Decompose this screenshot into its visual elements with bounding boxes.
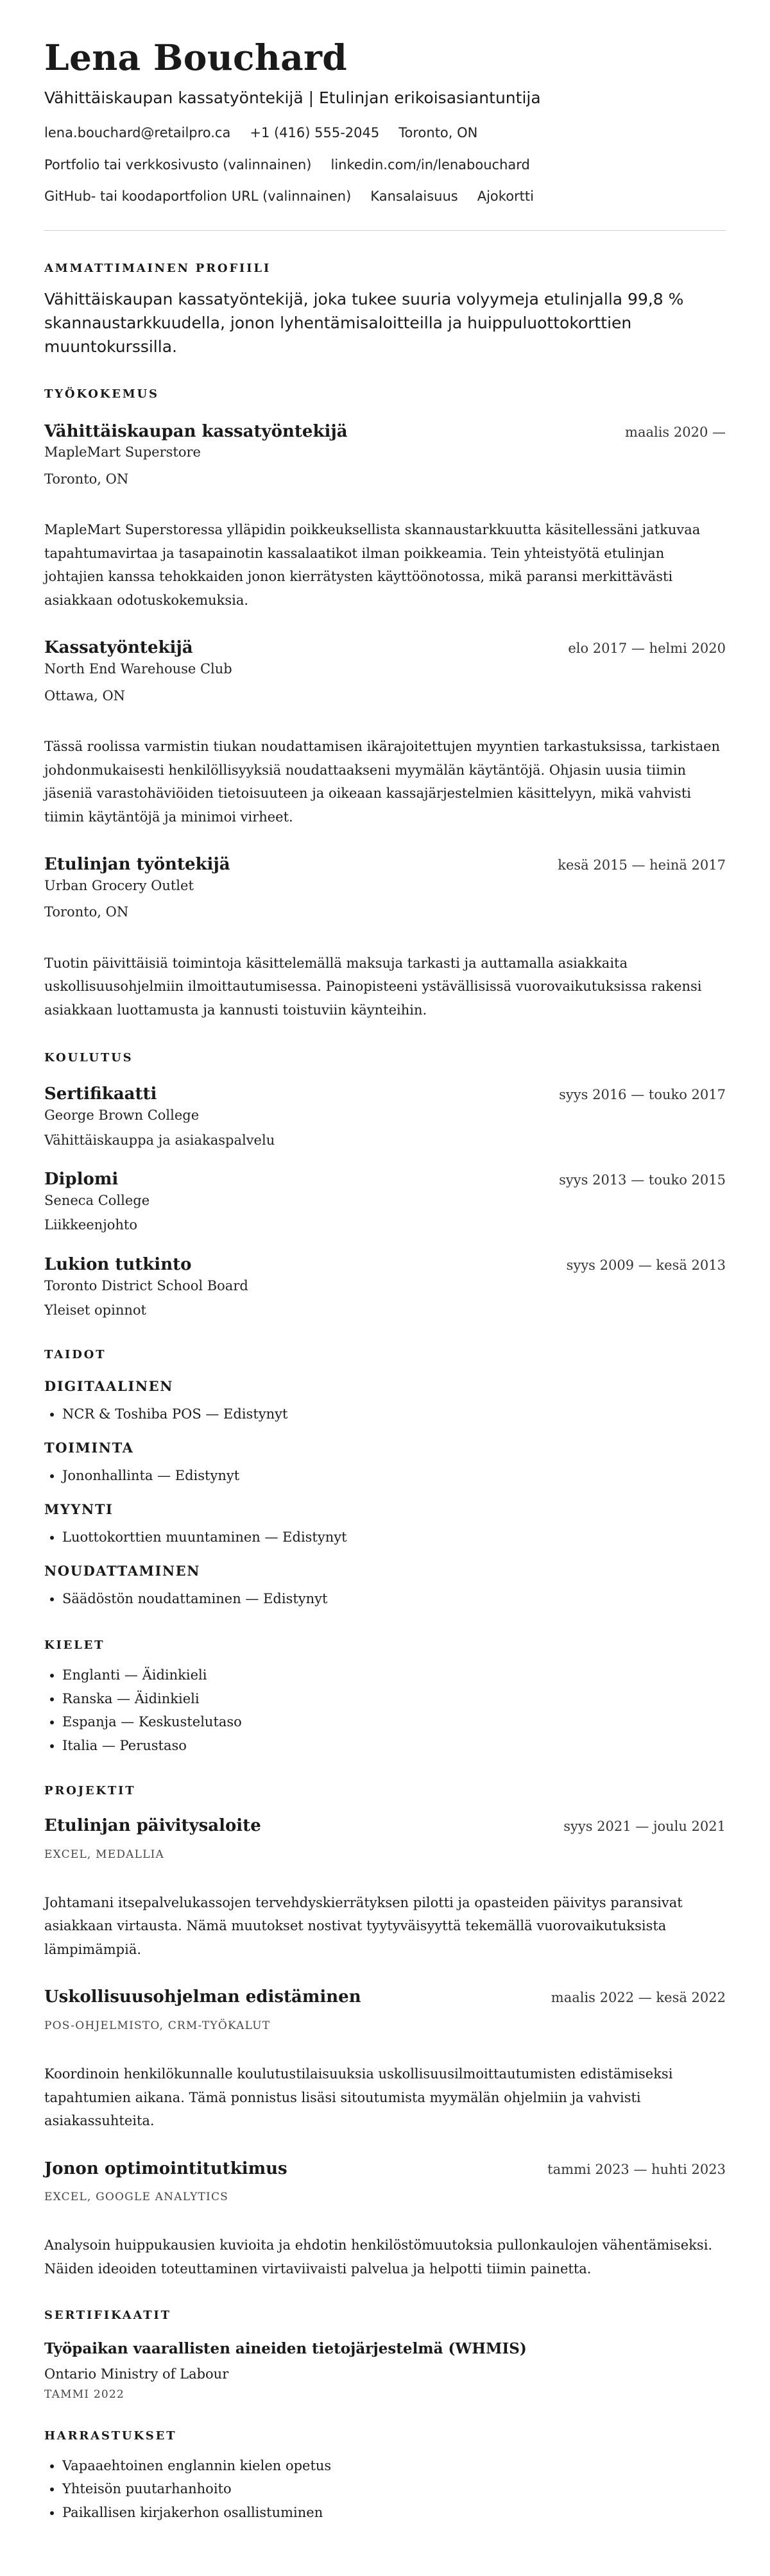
- experience-heading: TYÖKOKEMUS: [44, 387, 159, 401]
- certification-name: Työpaikan vaarallisten aineiden tietojärjestelmä (WHMIS): [44, 2340, 527, 2358]
- experience-entry: [44, 854, 726, 1022]
- school: George Brown College: [44, 1107, 200, 1124]
- school: Seneca College: [44, 1192, 150, 1208]
- projects-section: [44, 1784, 726, 2280]
- degree: Lukion tutkinto: [44, 1254, 192, 1274]
- project-dates: maalis 2022 — kesä 2022: [551, 1990, 726, 2006]
- experience-entry: [44, 637, 726, 829]
- certification-issuer: Ontario Ministry of Labour: [44, 2366, 229, 2382]
- skills-heading: TAIDOT: [44, 1348, 107, 1362]
- job-location: Toronto, ON: [44, 471, 129, 487]
- field-of-study: Vähittäiskauppa ja asiakaspalvelu: [44, 1132, 275, 1148]
- hobby-item: • Vapaaehtoinen englannin kielen opetus: [62, 2454, 726, 2478]
- job-dates: maalis 2020 —: [625, 424, 726, 440]
- education-entry: [44, 1169, 726, 1235]
- language-item: • Espanja — Keskustelutaso: [62, 1710, 726, 1734]
- job-title: Kassatyöntekijä: [44, 638, 193, 658]
- job-location: Ottawa, ON: [44, 687, 126, 703]
- experience-section: [44, 387, 726, 1022]
- project-technologies: EXCEL, GOOGLE ANALYTICS: [44, 2191, 229, 2204]
- project-technologies: EXCEL, MEDALLIA: [44, 1848, 165, 1862]
- location: Toronto, ON: [398, 125, 478, 141]
- project-entry: [44, 1987, 726, 2132]
- experience-entry: [44, 421, 726, 612]
- language-item: • Ranska — Äidinkieli: [62, 1687, 726, 1711]
- job-dates: elo 2017 — helmi 2020: [568, 641, 726, 657]
- certifications-section: [44, 2309, 726, 2401]
- project-dates: syys 2021 — joulu 2021: [563, 1819, 726, 1835]
- skill-group-title: DIGITAALINEN: [44, 1378, 174, 1395]
- language-item: • Italia — Perustaso: [62, 1734, 726, 1758]
- contact-row-3: [44, 187, 726, 206]
- education-section: [44, 1051, 726, 1320]
- skill-group-title: MYYNTI: [44, 1501, 114, 1518]
- project-entry: [44, 2159, 726, 2281]
- project-name: Etulinjan päivitysaloite: [44, 1816, 261, 1836]
- school: Toronto District School Board: [44, 1277, 248, 1293]
- skill-group: [44, 1438, 726, 1487]
- job-dates: kesä 2015 — heinä 2017: [558, 857, 726, 873]
- contact-row-1: [44, 124, 726, 142]
- github-link[interactable]: GitHub- tai koodaportfolion URL (valinnainen): [44, 189, 352, 205]
- employer: North End Warehouse Club: [44, 661, 232, 677]
- project-dates: tammi 2023 — huhti 2023: [547, 2161, 726, 2177]
- hobbies-heading: HARRASTUKSET: [44, 2429, 177, 2443]
- skill-group: [44, 1562, 726, 1610]
- email-link[interactable]: lena.bouchard@retailpro.ca: [44, 125, 231, 141]
- drivers-license: Ajokortti: [477, 189, 534, 205]
- skill-group: [44, 1500, 726, 1549]
- education-heading: KOULUTUS: [44, 1051, 133, 1065]
- job-description: MapleMart Superstoressa ylläpidin poikkeuksellista skannaustarkkuutta käsitellessäni jatkuvaa tapahtumavirtaa ja tasapainotin kassalaatikot ilman poikkeamia. Tein yhteistyötä etulinjan johtajien kanssa tehokkaiden jonon kierrätysten käyttöönotossa, mikä paransi merkittävästi asiakkaan odotuskokemuksia.: [44, 522, 701, 608]
- employer: Urban Grocery Outlet: [44, 877, 194, 893]
- project-technologies: POS-OHJELMISTO, CRM-TYÖKALUT: [44, 2019, 271, 2033]
- profile-text: Vähittäiskaupan kassatyöntekijä, joka tukee suuria volyymeja etulinjalla 99,8 % skannaustarkkuudella, jonon lyhentämisaloitteilla ja huippuluottokorttien muuntokurssilla.: [44, 290, 684, 356]
- languages-section: [44, 1638, 726, 1757]
- education-dates: syys 2009 — kesä 2013: [566, 1257, 726, 1273]
- project-entry: [44, 1815, 726, 1961]
- skill-group-title: TOIMINTA: [44, 1440, 134, 1456]
- headline: Vähittäiskaupan kassatyöntekijä | Etulinjan erikoisasiantuntija: [44, 88, 541, 108]
- skill-item: • Luottokorttien muuntaminen — Edistynyt: [62, 1526, 726, 1549]
- skills-section: [44, 1348, 726, 1610]
- job-title: Vähittäiskaupan kassatyöntekijä: [44, 421, 348, 441]
- candidate-name: Lena Bouchard: [44, 37, 348, 78]
- degree: Sertifikaatti: [44, 1084, 157, 1104]
- education-entry: [44, 1254, 726, 1320]
- job-description: Tuotin päivittäisiä toimintoja käsittelemällä maksuja tarkasti ja auttamalla asiakkaita uskollisuusohjelmiin ilmoittautumisessa. Painopisteeni ystävällisissä vuorovaikutuksissa rakensi asiakkaan luottamusta ja kannusti toistuviin käynteihin.: [44, 955, 702, 1018]
- degree: Diplomi: [44, 1170, 119, 1190]
- project-description: Koordinoin henkilökunnalle koulutustilaisuuksia uskollisuusilmoittautumisten edistämiseksi tapahtumien aikana. Tämä ponnistus lisäsi sitoutumista myymälän ohjelmiin ja vahvisti asiakassuhteita.: [44, 2066, 673, 2129]
- skill-item: • Jononhallinta — Edistynyt: [62, 1464, 726, 1488]
- phone-number[interactable]: +1 (416) 555-2045: [250, 125, 380, 141]
- citizenship: Kansalaisuus: [370, 189, 458, 205]
- certification-date: TAMMI 2022: [44, 2387, 124, 2401]
- hobby-item: • Yhteisön puutarhanhoito: [62, 2477, 726, 2501]
- language-item: • Englanti — Äidinkieli: [62, 1663, 726, 1687]
- hobby-item: • Paikallisen kirjakerhon osallistuminen: [62, 2501, 726, 2525]
- languages-heading: KIELET: [44, 1638, 105, 1653]
- job-description: Tässä roolissa varmistin tiukan noudattamisen ikärajoitettujen myyntien tarkastuksissa, tarkistaen johdonmukaisesti henkilöllisyyksiä noudattaakseni myymälän käytäntöjä. Ohjasin uusia tiimin jäseniä varastohäviöiden tietoisuuteen ja oikeaan kassajärjestelmien käsittelyyn, mikä vahvisti tiimin käytäntöjä ja minimoi virheet.: [44, 739, 721, 825]
- contact-row-2: [44, 156, 726, 174]
- header-divider: [44, 230, 726, 231]
- job-title: Etulinjan työntekijä: [44, 855, 230, 875]
- education-dates: syys 2016 — touko 2017: [559, 1087, 726, 1103]
- certifications-heading: SERTIFIKAATIT: [44, 2309, 171, 2323]
- linkedin-link[interactable]: linkedin.com/in/lenabouchard: [330, 156, 530, 173]
- project-description: Analysoin huippukausien kuvioita ja ehdotin henkilöstömuutoksia pullonkaulojen vähentämiseksi. Näiden ideoiden toteuttaminen virtaviivaisti palvelua ja helpotti tiimin painetta.: [44, 2237, 713, 2277]
- certification-entry: [44, 2339, 726, 2401]
- projects-heading: PROJEKTIT: [44, 1784, 136, 1798]
- skill-group: [44, 1377, 726, 1426]
- employer: MapleMart Superstore: [44, 444, 201, 460]
- skill-item: • NCR & Toshiba POS — Edistynyt: [62, 1402, 726, 1426]
- skill-group-title: NOUDATTAMINEN: [44, 1563, 201, 1579]
- profile-heading: AMMATTIMAINEN PROFIILI: [44, 262, 271, 276]
- field-of-study: Liikkeenjohto: [44, 1217, 137, 1233]
- profile-section: [44, 262, 726, 358]
- hobbies-section: [44, 2429, 726, 2525]
- project-name: Jonon optimointitutkimus: [44, 2159, 287, 2178]
- portfolio-link[interactable]: Portfolio tai verkkosivusto (valinnainen): [44, 156, 312, 173]
- job-location: Toronto, ON: [44, 904, 129, 920]
- project-name: Uskollisuusohjelman edistäminen: [44, 1987, 361, 2007]
- skill-item: • Säädöstön noudattaminen — Edistynyt: [62, 1587, 726, 1611]
- field-of-study: Yleiset opinnot: [44, 1302, 146, 1318]
- education-dates: syys 2013 — touko 2015: [559, 1172, 726, 1188]
- project-description: Johtamani itsepalvelukassojen tervehdyskierrätyksen pilotti ja opasteiden päivitys paransivat asiakkaan virtausta. Nämä muutokset nostivat tyytyväisyyttä tekemällä vuorovaikutuksista lämpimämpiä.: [44, 1894, 683, 1957]
- education-entry: [44, 1084, 726, 1150]
